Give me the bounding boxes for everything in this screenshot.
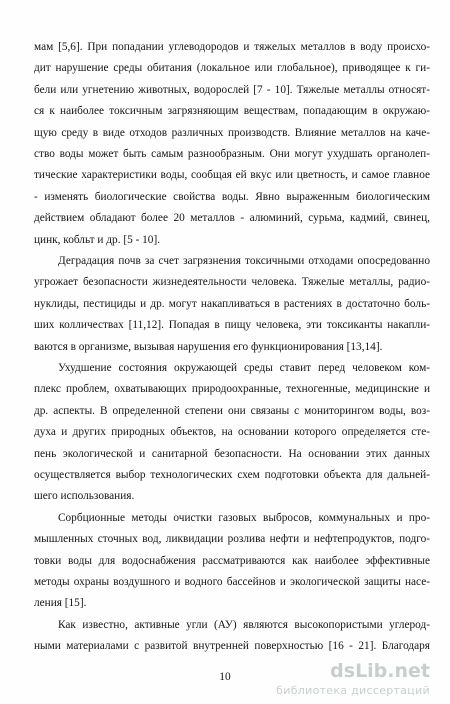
text-line: ления [15]. xyxy=(34,597,87,609)
watermark-subtitle: библиотека диссертаций xyxy=(276,684,430,697)
text-line: действием обладают более 20 металлов - алюминий, сурьма, кадмий, свинец, xyxy=(34,212,430,224)
text-line: мам [5,6]. При попадании углеводородов и тяжелых металлов в воду происхо- xyxy=(34,41,430,53)
text-line: цинк, кобльт и др. [5 - 10]. xyxy=(34,234,161,246)
text-line: шего использования. xyxy=(34,490,135,502)
text-line: нуклиды, пестициды и др. могут накапливаться в растениях в достаточно боль- xyxy=(34,298,430,310)
text-line: пень экологической и санитарной безопасности. На основании этих данных xyxy=(34,448,430,460)
page-number: 10 xyxy=(219,671,231,683)
text-line: духа и других природных объектов, на основании которого определяется сте- xyxy=(34,426,430,438)
text-line: бели или угнетению животных, водорослей [7 - 10]. Тяжелые металлы относят- xyxy=(34,84,430,96)
text-line: угрожает безопасности жизнедеятельности человека. Тяжелые металлы, радио- xyxy=(34,276,430,288)
text-line: Ухудшение состояния окружающей среды ставит перед человеком ком- xyxy=(58,362,430,374)
text-line: Сорбционные методы очистки газовых выбросов, коммунальных и про- xyxy=(58,512,430,524)
text-line: методы охраны воздушного и водного бассейнов и экологической защиты насе- xyxy=(34,576,430,588)
text-line: др. аспекты. В определенной степени они связаны с мониторингом воды, воз- xyxy=(34,405,430,417)
text-line: щую среду в виде отходов различных производств. Влияние металлов на каче- xyxy=(34,127,430,139)
text-line: ших колличествах [11,12]. Попадая в пищу человека, эти токсиканты накапли- xyxy=(34,319,430,331)
text-line: Как известно, активные угли (АУ) являются высокопористыми углерод- xyxy=(58,619,430,631)
text-line: ными материалами с развитой внутренней поверхностью [16 - 21]. Благодаря xyxy=(34,640,430,652)
text-line: плекс проблем, охватывающих природоохранные, техногенные, медицинские и xyxy=(34,383,430,395)
text-line: ваются в организме, вызывая нарушения его функционирования [13,14]. xyxy=(34,341,383,353)
text-line: ство воды может быть самым разнообразным. Они могут ухудшать органолеп- xyxy=(34,148,430,160)
text-line: дит нарушение среды обитания (локальное или глобальное), приводящее к ги- xyxy=(34,62,430,74)
text-line: осуществляется выбор технологических схем подготовки объекта для дальней- xyxy=(34,469,430,481)
text-line: товки воды для водоснабжения рассматриваются как наиболее эффективные xyxy=(34,555,430,567)
text-line: ся к наиболее токсичным загрязняющим веществам, попадающим в окружаю- xyxy=(34,105,430,117)
text-line: мышленных сточных вод, ликвидации розлива нефти и нефтепродуктов, подго- xyxy=(34,533,430,545)
text-line: тические характеристики воды, сообщая ей вкус или цветность, и самое главное xyxy=(34,169,430,181)
text-line: - изменять биологические свойства воды. Явно выраженным биологическим xyxy=(34,191,430,203)
text-line: Деградация почв за счет загрязнения токсичными отходами опосредованно xyxy=(58,255,430,267)
watermark-logo-text: dsLib.net xyxy=(330,660,430,682)
